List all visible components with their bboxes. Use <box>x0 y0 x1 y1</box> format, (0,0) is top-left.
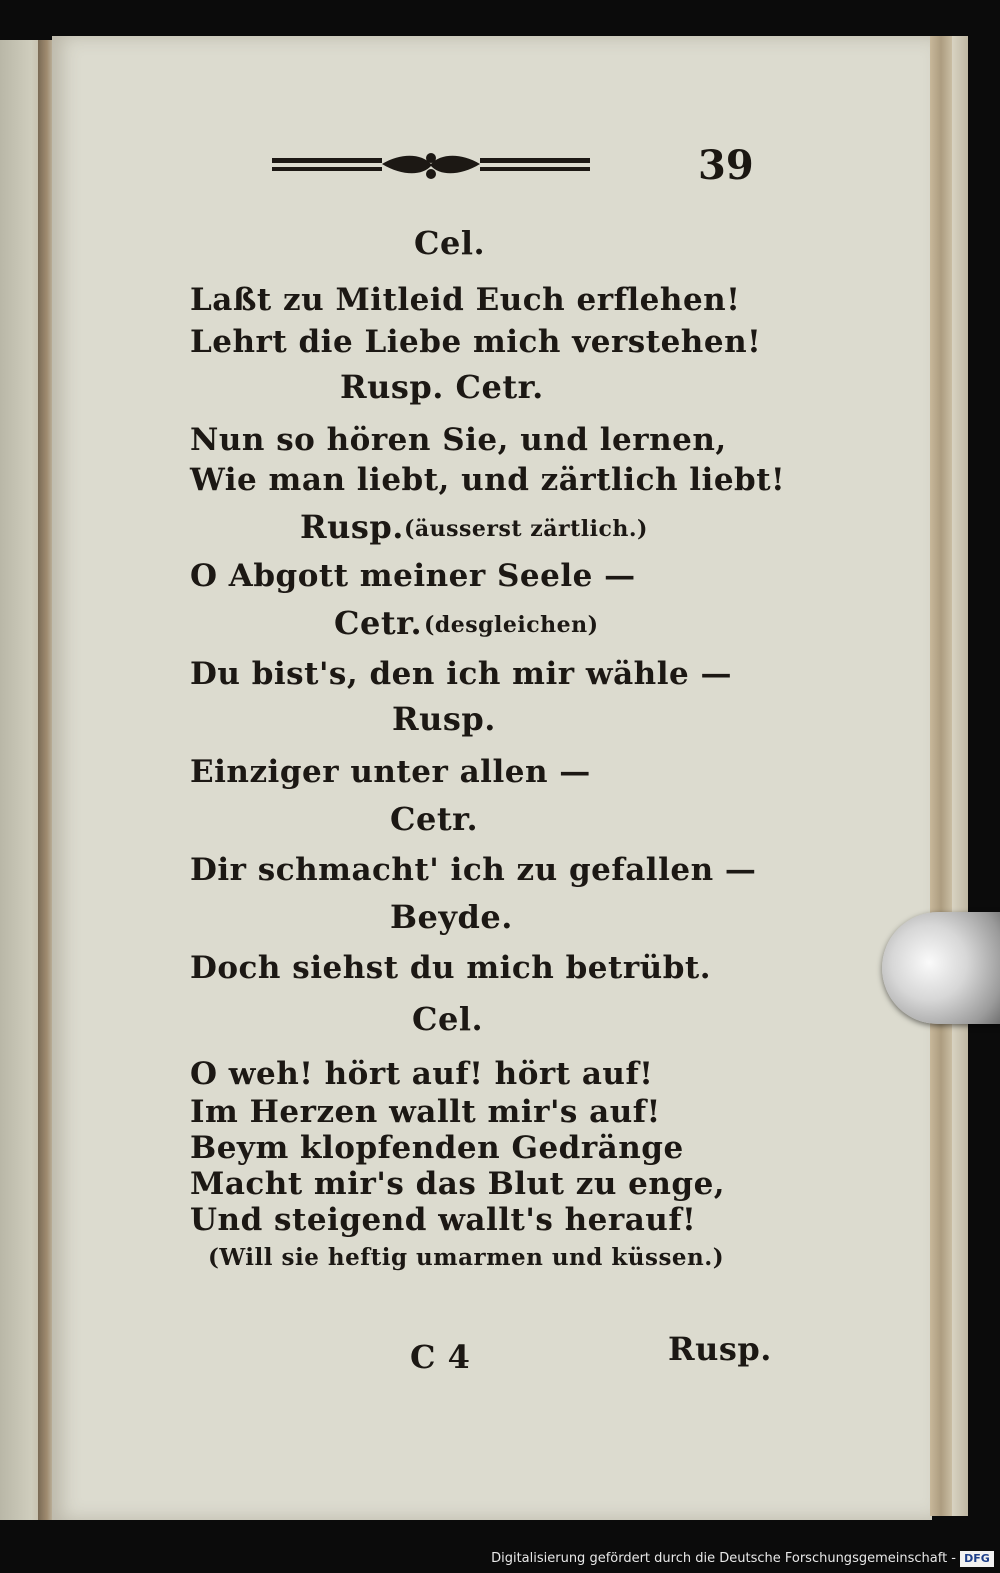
verse-line: Laßt zu Mitleid Euch erflehen! <box>190 282 741 318</box>
verse-line: Einziger unter allen — <box>190 754 591 790</box>
stage-direction: (desgleichen) <box>424 612 599 638</box>
verse-line: Und steigend wallt's herauf! <box>190 1202 697 1238</box>
verse-line: O weh! hört auf! hört auf! <box>190 1056 654 1092</box>
speaker-beyde: Beyde. <box>390 898 513 936</box>
speaker-cel: Cel. <box>412 1000 484 1038</box>
footer-credit: Digitalisierung gefördert durch die Deutsche Forschungsgemeinschaft - <box>491 1551 956 1566</box>
verse-line: Lehrt die Liebe mich verstehen! <box>190 324 762 360</box>
page-number: 39 <box>698 142 754 189</box>
page-edge-outer <box>952 36 968 1516</box>
speaker-rusp: Rusp. <box>392 700 496 738</box>
stage-direction: (Will sie heftig umarmen und küssen.) <box>208 1244 725 1271</box>
stage-direction: (äusserst zärtlich.) <box>404 516 648 542</box>
speaker-cetr: Cetr. <box>390 800 479 838</box>
page-edge <box>930 36 952 1516</box>
verse-line: Doch siehst du mich betrübt. <box>190 950 711 986</box>
verse-line: Im Herzen wallt mir's auf! <box>190 1094 661 1130</box>
verse-line: Wie man liebt, und zärtlich liebt! <box>190 462 786 498</box>
catchword: Rusp. <box>668 1330 772 1368</box>
page-clip <box>882 912 1000 1024</box>
dfg-logo: DFG <box>960 1551 994 1567</box>
speaker-cetr: Cetr. <box>334 604 423 642</box>
speaker-rusp-cetr: Rusp. Cetr. <box>340 368 544 406</box>
verse-line: Dir schmacht' ich zu gefallen — <box>190 852 757 888</box>
signature-mark: C 4 <box>410 1338 471 1376</box>
speaker-cel: Cel. <box>414 224 486 262</box>
verse-line: Du bist's, den ich mir wähle — <box>190 656 732 692</box>
verse-line: Beym klopfenden Gedränge <box>190 1130 684 1166</box>
verse-line: Macht mir's das Blut zu enge, <box>190 1166 726 1202</box>
header-ornament <box>272 146 590 186</box>
verse-line: O Abgott meiner Seele — <box>190 558 636 594</box>
verse-line: Nun so hören Sie, und lernen, <box>190 422 727 458</box>
speaker-rusp: Rusp. <box>300 508 404 546</box>
